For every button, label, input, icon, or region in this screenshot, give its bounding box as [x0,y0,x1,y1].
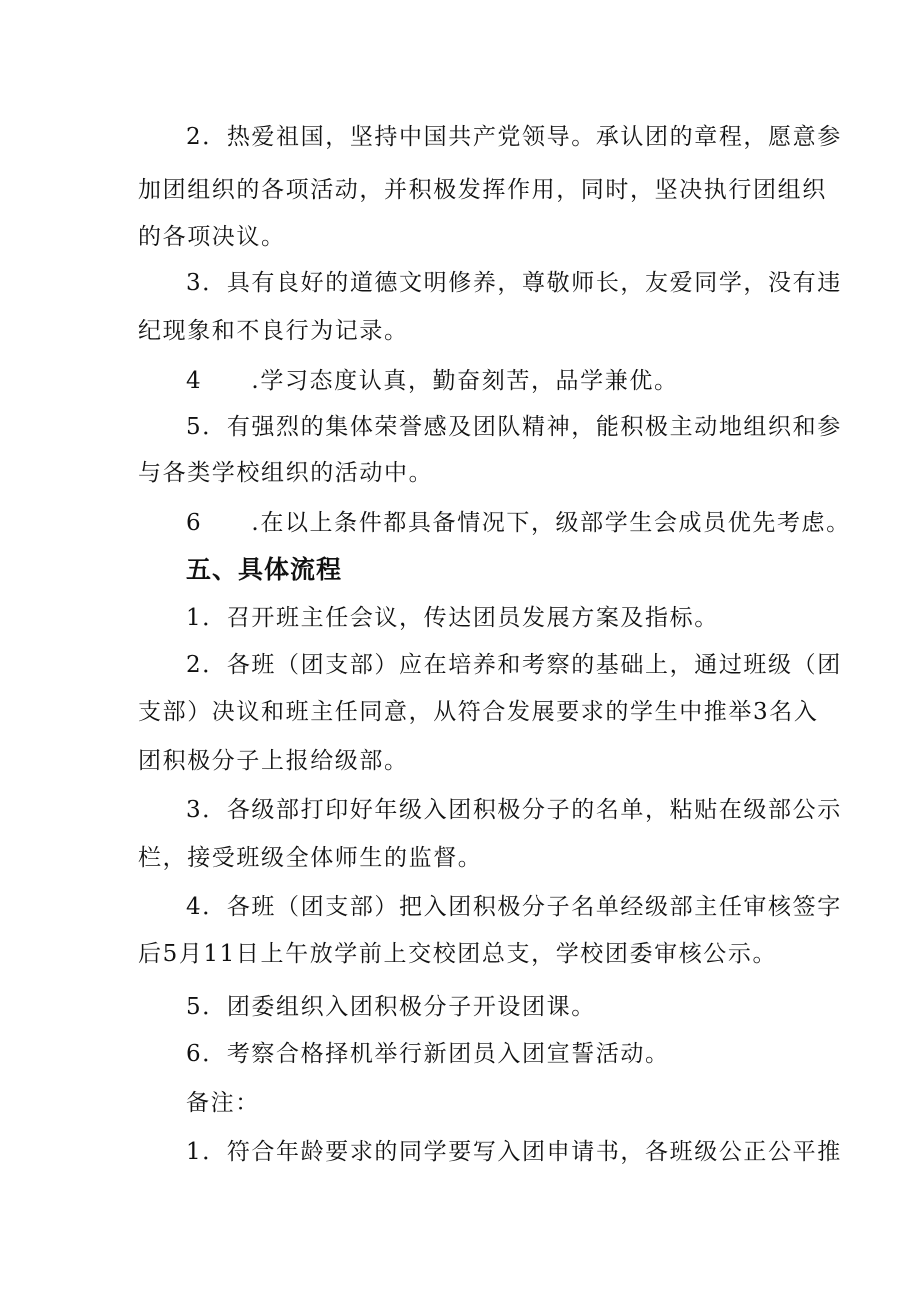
text-line: 栏，接受班级全体师生的监督。 [138,845,483,871]
text-line: 支部）决议和班主任同意，从符合发展要求的学生中推举3名入 [138,699,819,725]
text-line: 后5月11日上午放学前上交校团总支，学校团委审核公示。 [138,941,778,967]
section-heading: 五、具体流程 [186,555,343,584]
text-line: 4 .学习态度认真，勤奋刻苦，品学兼优。 [186,368,679,394]
text-line: 与各类学校组织的活动中。 [138,460,434,486]
text-line: 2．各班（团支部）应在培养和考察的基础上，通过班级（团 [186,652,842,678]
text-line: 加团组织的各项活动，并积极发挥作用，同时，坚决执行团组织 [138,177,827,203]
text-line: 6 .在以上条件都具备情况下，级部学生会成员优先考虑。 [186,510,851,536]
text-line: 3．各级部打印好年级入团积极分子的名单，粘贴在级部公示 [186,797,842,823]
text-line: 2．热爱祖国，坚持中国共产党领导。承认团的章程，愿意参 [186,124,842,150]
text-line: 的各项决议。 [138,224,286,250]
text-line: 5．团委组织入团积极分子开设团课。 [186,994,596,1020]
text-line: 5．有强烈的集体荣誉感及团队精神，能积极主动地组织和参 [186,414,842,440]
notes-label: 备注： [186,1090,260,1116]
text-line: 纪现象和不良行为记录。 [138,318,409,344]
text-line: 6．考察合格择机举行新团员入团宣誓活动。 [186,1041,670,1067]
text-line: 3．具有良好的道德文明修养，尊敬师长，友爱同学，没有违 [186,270,842,296]
text-line: 1．符合年龄要求的同学要写入团申请书，各班级公正公平推 [186,1139,842,1165]
text-line: 4．各班（团支部）把入团积极分子名单经级部主任审核签字 [186,894,842,920]
text-line: 团积极分子上报给级部。 [138,748,409,774]
text-line: 1．召开班主任会议，传达团员发展方案及指标。 [186,605,719,631]
